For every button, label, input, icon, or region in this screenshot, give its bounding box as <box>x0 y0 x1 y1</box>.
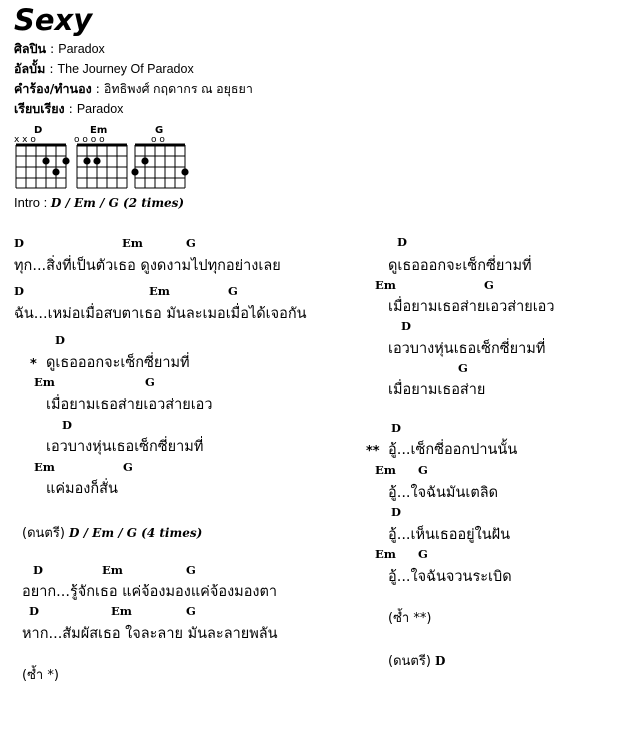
chord-diagram-d-top: x x o <box>14 135 36 145</box>
meta-writer-label: คำร้อง/ทำนอง <box>14 81 92 96</box>
meta-sep: : <box>64 101 77 116</box>
chord-label: D <box>29 604 39 618</box>
chord-label: D <box>391 505 401 519</box>
lyric-line: เมื่อยามเธอส่ายเอวส่ายเอว <box>46 397 213 413</box>
meta-arranger-label: เรียบเรียง <box>14 101 65 116</box>
chord-label: G <box>186 563 196 577</box>
lyric-line: ฉัน...เหม่อเมื่อสบตาเธอ มันละเมอเมื่อได้เจอกัน <box>14 306 307 322</box>
intro-chords: D / Em / G (2 times) <box>50 196 185 210</box>
chord-label: Em <box>102 563 123 577</box>
repeat-note: (ซ้ำ *) <box>22 668 59 683</box>
meta-arranger <box>14 100 123 118</box>
interlude-chords: D / Em / G (4 times) <box>69 526 203 540</box>
chord-label: Em <box>111 604 132 618</box>
meta-artist <box>14 40 105 58</box>
interlude-note <box>22 524 202 543</box>
meta-artist-label: ศิลปิน <box>14 41 47 56</box>
lyric-line: ทุก...สิ่งที่เป็นตัวเธอ ดูงดงามไปทุกอย่างเลย <box>14 258 281 274</box>
chord-label: D <box>14 236 24 250</box>
chord-label: Em <box>375 278 396 292</box>
chord-label: G <box>418 463 428 477</box>
chord-label: D <box>397 235 407 249</box>
chord-label: G <box>228 284 238 298</box>
lyric-line: หาก...สัมผัสเธอ ใจละลาย มันละลายพลัน <box>22 626 278 642</box>
chord-label: G <box>484 278 494 292</box>
chord-diagrams <box>10 120 190 192</box>
interlude-chords: D <box>435 654 446 668</box>
meta-arranger-value: Paradox <box>76 102 124 116</box>
lyric-line: อู้...เซ็กซี่ออกปานนั้น <box>388 442 518 458</box>
chord-label: D <box>14 284 24 298</box>
meta-sep: : <box>91 81 104 96</box>
chord-label: Em <box>122 236 143 250</box>
interlude-note <box>388 652 445 671</box>
lyric-line: เมื่อยามเธอส่ายเอวส่ายเอว <box>388 299 555 315</box>
lyric-line: ดูเธอออกจะเซ็กซี่ยามที่ <box>46 355 190 371</box>
lyric-line: แค่มองก็สั่น <box>46 481 118 497</box>
chord-label: D <box>401 319 411 333</box>
intro-label: Intro : <box>14 195 51 210</box>
chord-diagram-g-name: G <box>155 125 164 136</box>
intro-line <box>14 194 184 213</box>
chord-label: G <box>458 361 468 375</box>
lyric-line: อู้...เห็นเธออยู่ในฝัน <box>388 527 511 543</box>
chord-label: Em <box>149 284 170 298</box>
lyric-line: เมื่อยามเธอส่าย <box>388 382 486 398</box>
meta-album <box>14 60 194 78</box>
song-title: Sexy <box>14 3 93 37</box>
lyric-line: เอวบางหุ่นเธอเซ็กซี่ยามที่ <box>388 341 546 357</box>
chorus-marker: ** <box>366 444 380 459</box>
chord-label: Em <box>34 375 55 389</box>
repeat-note: (ซ้ำ **) <box>388 611 432 626</box>
lyric-line: เอวบางหุ่นเธอเซ็กซี่ยามที่ <box>46 439 204 455</box>
chord-label: Em <box>34 460 55 474</box>
lyric-line: อู้...ใจฉันจวนระเบิด <box>388 569 512 585</box>
meta-artist-value: Paradox <box>58 42 105 56</box>
chord-label: G <box>123 460 133 474</box>
lyric-line: อู้...ใจฉันมันเตลิด <box>388 485 499 501</box>
chord-label: G <box>145 375 155 389</box>
interlude-label: (ดนตรี) <box>388 654 436 669</box>
meta-writer <box>14 80 253 98</box>
meta-writer-value: อิทธิพงศ์ กฤดากร ณ อยุธยา <box>103 82 253 96</box>
chord-diagram-em <box>74 125 127 188</box>
meta-sep: : <box>45 61 58 76</box>
meta-album-value: The Journey Of Paradox <box>57 62 194 76</box>
meta-sep: : <box>46 41 59 56</box>
chord-label: D <box>391 421 401 435</box>
chord-label: Em <box>375 463 396 477</box>
chord-label: D <box>62 418 72 432</box>
chord-diagram-em-top: o o o o <box>74 135 105 145</box>
chorus-marker: * <box>30 357 37 372</box>
chord-label: G <box>418 547 428 561</box>
chord-diagram-g <box>131 125 188 188</box>
meta-album-label: อัลบั้ม <box>14 61 46 76</box>
chord-diagram-g-top: o o <box>151 135 165 145</box>
interlude-label: (ดนตรี) <box>22 526 70 541</box>
lyric-line: ดูเธอออกจะเซ็กซี่ยามที่ <box>388 258 532 274</box>
chord-diagram-em-name: Em <box>90 125 108 136</box>
chord-label: Em <box>375 547 396 561</box>
chord-diagram-d-name: D <box>34 125 43 136</box>
chord-diagram-d <box>14 125 70 188</box>
lyric-line: อยาก...รู้จักเธอ แค่จ้องมองแค่จ้องมองตา <box>22 584 278 600</box>
chord-label: G <box>186 604 196 618</box>
chord-label: D <box>33 563 43 577</box>
chord-label: G <box>186 236 196 250</box>
chord-label: D <box>55 333 65 347</box>
